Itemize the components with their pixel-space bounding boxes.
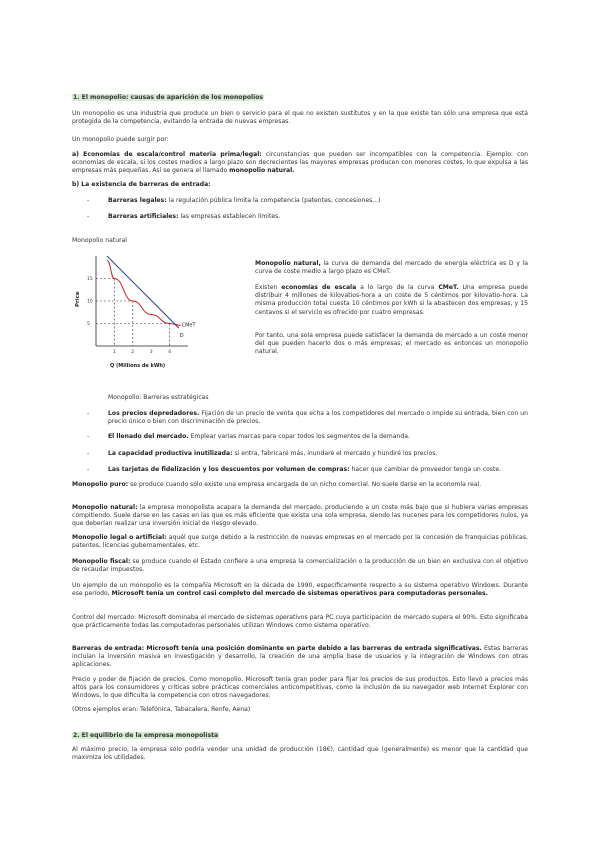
bullet-barreras-artificiales: - Barreras artificiales: las empresas establecen límites.	[87, 213, 281, 220]
monopolio-legal: Monopolio legal o artificial: aquél que surge debido a la restricción de nuevas empresas en el mercado por la concesión de franquicias públicas, patentes, licencias gubernamentales, etc.	[72, 534, 528, 550]
x-tick-label: 2	[131, 350, 135, 355]
bullet-barreras-legales: - Barreras legales: la regulación pública limita la competencia (patentes, concesiones...)	[87, 197, 381, 204]
section2-heading: 2. El equilibrio de la empresa monopolista	[73, 732, 219, 739]
monopolio-fiscal: Monopolio fiscal: se produce cuando el Estado confiere a una empresa la comercialización o la producción de un bien en exclusiva con el objetivo de recaudar impuestos.	[72, 558, 529, 574]
monopolio-natural-label: Monopolio natural	[72, 237, 128, 244]
intro-paragraph: Un monopolio es una industria que produce un bien o servicio para el que no existen sustitutos y en la que existe tan sólo una empresa que está protegida de la competencia, evitando la entrada de nuevas empresas.	[72, 110, 528, 126]
barrera-tarjetas-fidelizacion: - Las tarjetas de fidelización y los descuentos por volumen de compras: hacer que cambiar de proveedor tenga un coste.	[87, 466, 502, 473]
otros-ejemplos: (Otros ejemplos eran: Telefónica, Tabacalera, Renfe, Aena)	[72, 706, 251, 713]
microsoft-example: Un ejemplo de un monopolio es la compañía Microsoft en la década de 1990, específicamente respecto a su sistema operativo Windows. Durante ese período, Microsoft tenía un control casi completo del mercado de sistemas operativos para computadoras personales.	[72, 582, 528, 598]
barrera-precios-depredadores: - Los precios depredadores. Fijación de un precio de venta que echa a los competidores del mercado o impide su entrada, bien con un precio único o bien con discriminación de precios.	[87, 410, 528, 426]
cmet-label: CMeT	[181, 322, 196, 329]
monopolio-natural-def: Monopolio natural: la empresa monopolista acapara la demanda del mercado, produciendo a un coste más bajo que si hubiera varias empresas compitiendo. Suele darse en las casas en las que es más eficiente que exista una sola empresa, siendo las nucenes para los competidores nulos, ya que deberían realizar una inversión inicial de riesgo elevado.	[72, 504, 528, 528]
natural-monopoly-chart	[72, 252, 196, 372]
x-tick-label: 1	[112, 350, 116, 355]
natural-p2: Existen economías de escala a lo largo de la curva CMeT. Una empresa puede distribuir 4 millones de kilovatios-hora a un coste de 5 céntimos por kilovatio-hora. La misma producción total cuesta 10 céntimos por kWh si la abastecen dos empresas, y 15 centavos si el servicio es ofrecido por cuatro empresas.	[255, 284, 529, 316]
demand-label: D	[179, 333, 184, 339]
y-tick-label: 5	[87, 322, 90, 327]
causa-a-paragraph: a) Economías de escala/control materia prima/legal: circunstancias que pueden ser incompatibles con la competencia. Ejemplo: con economías de escala, si los costes medios a largo plazo son decrecientes las mayores empresas producen con menores costes, lo que expulsa a las empresas más pequeñas. Así se genera el llamado monopolio natural.	[72, 151, 528, 175]
demand-line	[107, 256, 179, 328]
causa-b-label: b) La existencia de barreras de entrada:	[72, 181, 211, 188]
microsoft-barreras: Barreras de entrada: Microsoft tenía una posición dominante en parte debido a las barreras de entrada significativas. Estas barreras incluían la inversión masiva en investigación y desarrollo, la creación de una amplia base de usuarios y la integración de Windows con otras aplicaciones.	[72, 645, 529, 669]
natural-p3: Por tanto, una sola empresa puede satisfacer la demanda de mercado a un coste menor del que pueden hacerlo dos o más empresas; el mercado es entonces un monopolio natural.	[255, 332, 528, 356]
y-tick-label: 15	[87, 277, 93, 282]
barreras-heading: Monopolio: Barreras estratégicas	[108, 394, 209, 401]
y-axis-label: Price	[75, 291, 81, 307]
microsoft-precios: Precio y poder de fijación de precios. Como monopolio, Microsoft tenía gran poder para fijar los precios de sus productos. Esto llevó a precios más altos para los consumidores y críticas sobre prácticas comerciales anticompetitivas, como la inclusión de su navegador web Internet Explorer con Windows, lo que dificulta la competencia con otros navegadores.	[72, 676, 528, 700]
section2-text: Al máximo precio, la empresa sólo podría vender una unidad de producción (18€), cantidad que (generalmente) es menor que la cantidad que maximiza los utilidades.	[72, 746, 528, 762]
monopolio-puro: Monopolio puro: se produce cuando sólo existe una empresa encargada de un nicho comercial. No suele darse en la economía real.	[72, 481, 482, 488]
section1-heading: 1. El monopolio: causas de aparición de los monopolios	[73, 94, 264, 101]
barrera-capacidad-inutilizada: - La capacidad productiva inutilizada: si entra, fabricaré más, inundaré el mercado y hundiré los precios.	[87, 450, 438, 457]
x-axis-label: Q (Millions de kWh)	[110, 363, 166, 369]
barrera-llenado-mercado: - El llenado del mercado. Emplear varias marcas para copar todos los segmentos de la demanda.	[87, 433, 410, 440]
microsoft-control: Control del mercado: Microsoft dominaba el mercado de sistemas operativos para PC cuya participación de mercado supera el 90%. Esto significaba que prácticamente todas las computadoras personales utilizan Windows como sistema operativo.	[72, 614, 528, 630]
x-tick-label: 4	[168, 350, 171, 355]
natural-p1: Monopolio natural, la curva de demanda del mercado de energía eléctrica es D y la curva de coste medio a largo plazo es CMeT.	[255, 260, 528, 276]
surge-text: Un monopolio puede surgir por:	[72, 136, 169, 143]
x-tick-label: 3	[149, 350, 153, 355]
y-tick-label: 10	[87, 299, 93, 305]
